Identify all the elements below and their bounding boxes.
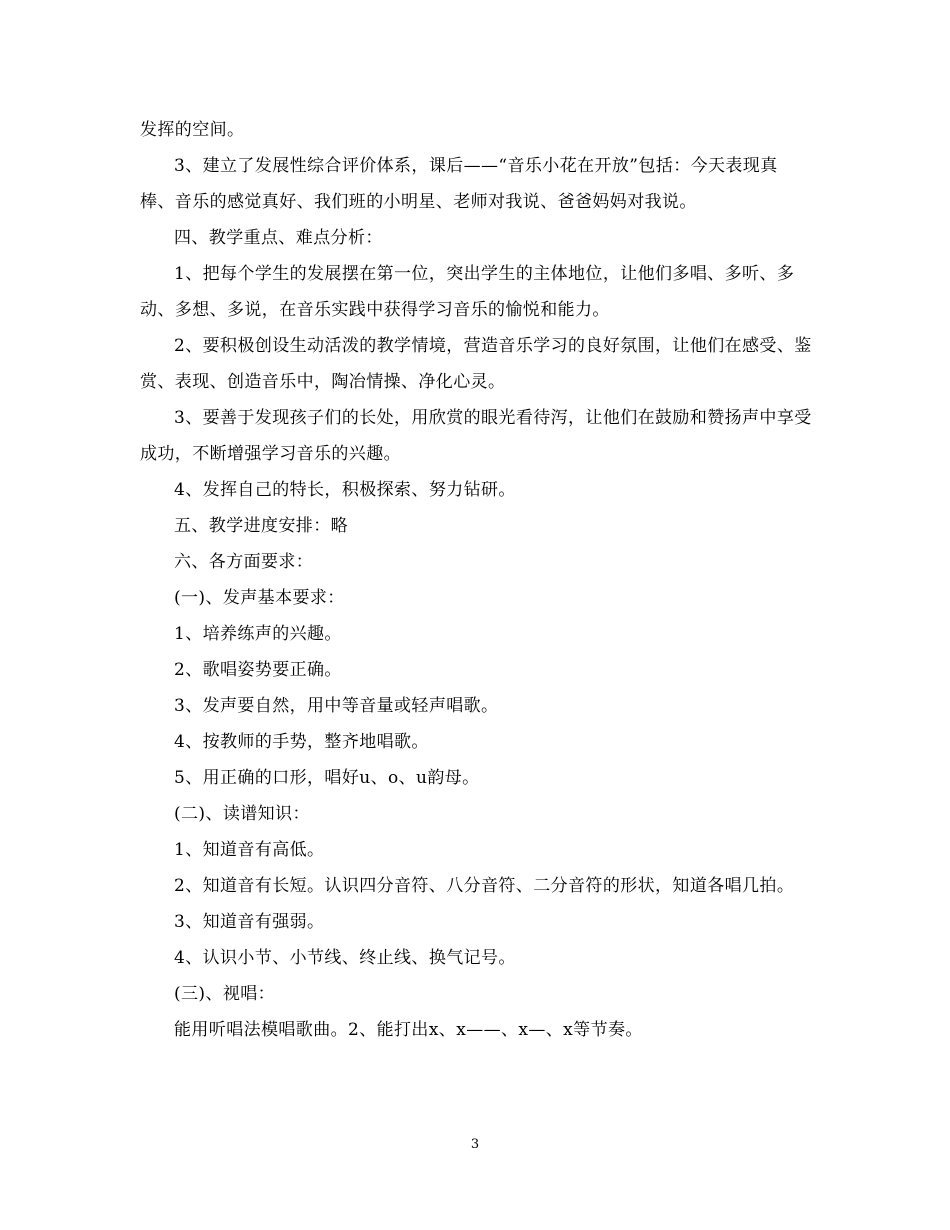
list-item: 2、歌唱姿势要正确。 bbox=[174, 660, 342, 680]
list-item: 3、发声要自然，用中等音量或轻声唱歌。 bbox=[174, 696, 499, 716]
paragraph: 4、发挥自己的特长，积极探索、努力钻研。 bbox=[174, 480, 516, 500]
paragraph: 发挥的空间。 bbox=[140, 120, 245, 140]
list-item: 1、知道音有高低。 bbox=[174, 840, 325, 860]
list-item: 2、知道音有长短。认识四分音符、八分音符、二分音符的形状，知道各唱几拍。 bbox=[174, 876, 795, 896]
list-item: 1、培养练声的兴趣。 bbox=[174, 624, 342, 644]
paragraph: 2、要积极创设生动活泼的教学情境，营造音乐学习的良好氛围，让他们在感受、鉴赏、表现、创造音乐中，陶冶情操、净化心灵。 bbox=[140, 336, 812, 392]
section-heading: 六、各方面要求： bbox=[174, 552, 314, 572]
subsection-heading: (二)、读谱知识： bbox=[174, 804, 310, 824]
list-item: 3、知道音有强弱。 bbox=[174, 912, 325, 932]
list-item: 4、按教师的手势，整齐地唱歌。 bbox=[174, 732, 429, 752]
section-heading: 五、教学进度安排：略 bbox=[174, 516, 348, 536]
paragraph: 能用听唱法模唱歌曲。2、能打出x、x——、x—、x等节奏。 bbox=[174, 1020, 643, 1040]
section-heading: 四、教学重点、难点分析： bbox=[174, 228, 383, 248]
paragraph: 3、要善于发现孩子们的长处，用欣赏的眼光看待泻，让他们在鼓励和赞扬声中享受成功，不断增强学习音乐的兴趣。 bbox=[140, 408, 812, 464]
subsection-heading: (一)、发声基本要求： bbox=[174, 588, 345, 608]
subsection-heading: (三)、视唱： bbox=[174, 984, 276, 1004]
paragraph: 1、把每个学生的发展摆在第一位，突出学生的主体地位，让他们多唱、多听、多动、多想、多说，在音乐实践中获得学习音乐的愉悦和能力。 bbox=[140, 264, 795, 320]
document-body bbox=[140, 112, 812, 1048]
page-number: 3 bbox=[470, 1137, 480, 1152]
paragraph: 3、建立了发展性综合评价体系，课后——“音乐小花在开放”包括：今天表现真棒、音乐的感觉真好、我们班的小明星、老师对我说、爸爸妈妈对我说。 bbox=[140, 156, 778, 212]
list-item: 5、用正确的口形，唱好u、o、u韵母。 bbox=[174, 768, 480, 788]
list-item: 4、认识小节、小节线、终止线、换气记号。 bbox=[174, 948, 516, 968]
